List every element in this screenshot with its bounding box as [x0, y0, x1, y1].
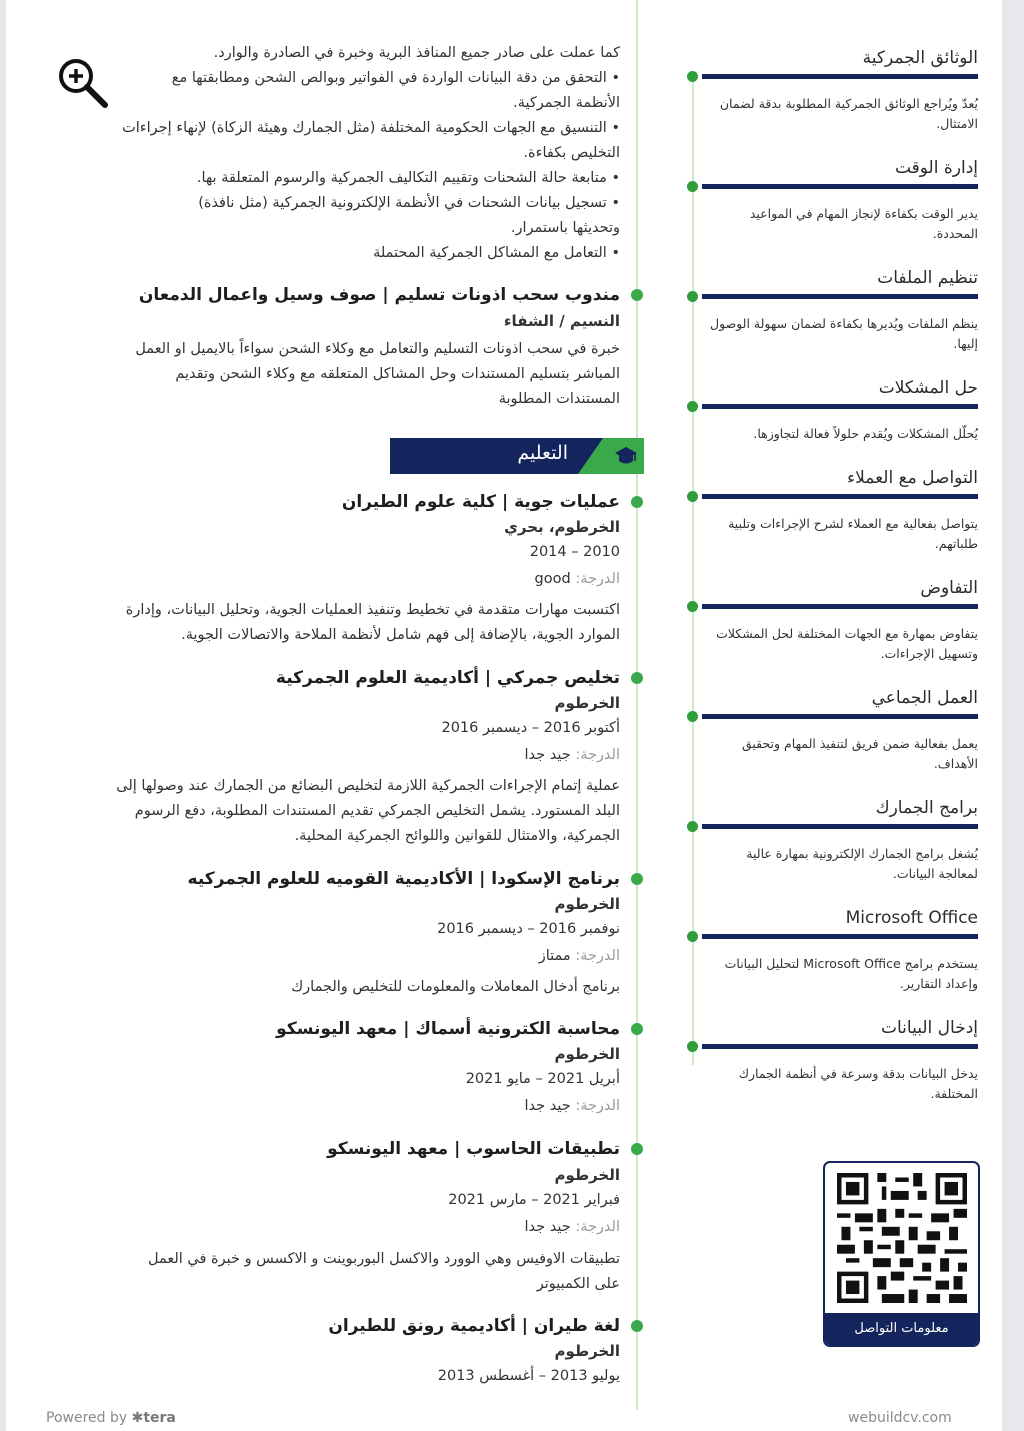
skill-desc: يُعدّ ويُراجع الوثائق الجمركية المطلوبة بدقة لضمان الامتثال.	[719, 96, 978, 131]
skill-title: حل المشكلات	[878, 378, 978, 398]
skill-desc: يستخدم برامج Microsoft Office لتحليل البيانات وإعداد التقارير.	[724, 956, 978, 991]
education-location: الخرطوم	[554, 694, 620, 712]
skill-dot	[687, 71, 698, 82]
powered-by[interactable]	[46, 1410, 176, 1426]
page-edge-left	[0, 0, 6, 1431]
job-desc-line: خبرة في سحب اذونات التسليم والتعامل مع وكلاء الشحن سواءاً بالايميل او العمل	[135, 341, 620, 357]
education-dates: أبريل 2021 – مايو 2021	[465, 1071, 620, 1087]
education-title: تطبيقات الحاسوب | معهد اليونسكو	[327, 1139, 620, 1159]
education-location: الخرطوم	[554, 1342, 620, 1360]
skill-title: الوثائق الجمركية	[862, 48, 978, 68]
graduation-cap-icon	[614, 445, 638, 471]
grade-value: جيد جدا	[524, 1219, 571, 1235]
timeline-dot	[631, 496, 643, 508]
main-timeline	[636, 0, 638, 1410]
education-grade	[525, 1098, 620, 1114]
education-dates: أكتوبر 2016 – ديسمبر 2016	[441, 720, 620, 736]
skill-desc: يدير الوقت بكفاءة لإنجاز المهام في المواعيد المحددة.	[749, 206, 978, 241]
skill-bar	[702, 1044, 978, 1049]
education-dates: فبراير 2021 – مارس 2021	[448, 1192, 620, 1208]
timeline-dot	[631, 873, 643, 885]
grade-label: الدرجة:	[575, 948, 620, 964]
skill-dot	[687, 711, 698, 722]
grade-value: ممتاز	[538, 948, 571, 964]
qr-code-icon	[837, 1173, 967, 1303]
education-desc-line: اكتسبت مهارات متقدمة في تخطيط وتنفيذ العمليات الجوية، وتحليل البيانات، وإدارة	[125, 602, 620, 618]
timeline-dot	[631, 1143, 643, 1155]
skill-bar	[702, 74, 978, 79]
skill-dot	[687, 291, 698, 302]
education-location: الخرطوم	[554, 1045, 620, 1063]
timeline-dot	[631, 1023, 643, 1035]
tera-logo-icon: ✱	[131, 1410, 144, 1426]
experience-line: • التعامل مع المشاكل الجمركية المحتملة	[373, 245, 620, 261]
experience-line: • تسجيل بيانات الشحنات في الأنظمة الإلكترونية الجمركية (مثل نافذة)	[198, 195, 620, 211]
education-dates: 2010 – 2014	[529, 544, 620, 560]
skill-bar	[702, 934, 978, 939]
education-heading: التعليم	[517, 442, 568, 464]
skill-bar	[702, 294, 978, 299]
grade-label: الدرجة:	[575, 1219, 620, 1235]
skill-bar	[702, 604, 978, 609]
education-desc-line: الجمركية، والامتثال للقوانين واللوائح الجمركية المحلية.	[294, 828, 620, 844]
brand-name: tera	[143, 1410, 176, 1426]
job-location: النسيم / الشفاء	[503, 312, 620, 330]
timeline-dot	[631, 1320, 643, 1332]
education-title: عمليات جوية | كلية علوم الطيران	[341, 492, 620, 512]
skill-desc: يتفاوض بمهارة مع الجهات المختلفة لحل المشكلات وتسهيل الإجراءات.	[716, 626, 978, 661]
skill-dot	[687, 601, 698, 612]
skill-desc: ينظم الملفات ويُديرها بكفاءة لضمان سهولة الوصول إليها.	[710, 316, 978, 351]
job-desc-line: المستندات المطلوبة	[498, 391, 620, 407]
education-title: تخليص جمركي | أكاديمية العلوم الجمركية	[275, 668, 620, 688]
timeline-dot	[631, 289, 643, 301]
grade-label: الدرجة:	[575, 571, 620, 587]
education-dates: نوفمبر 2016 – ديسمبر 2016	[437, 921, 620, 937]
experience-line: الأنظمة الجمركية.	[513, 95, 620, 111]
experience-line: التخليص بكفاءة.	[523, 145, 620, 161]
skill-title: Microsoft Office	[845, 908, 978, 928]
grade-label: الدرجة:	[575, 1098, 620, 1114]
education-dates: يوليو 2013 – أغسطس 2013	[437, 1368, 620, 1384]
skill-dot	[687, 181, 698, 192]
education-location: الخرطوم	[554, 895, 620, 913]
education-section-header	[390, 438, 644, 474]
skill-title: برامج الجمارك	[875, 798, 978, 818]
experience-line: • التحقق من دقة البيانات الواردة في الفواتير وبوالص الشحن ومطابقتها مع	[171, 70, 620, 86]
site-link[interactable]: webuildcv.com	[848, 1410, 952, 1426]
skills-timeline	[692, 80, 694, 1065]
contact-qr-code[interactable]	[823, 1161, 980, 1347]
education-grade	[535, 571, 620, 587]
skill-dot	[687, 1041, 698, 1052]
skill-desc: يُشغل برامج الجمارك الإلكترونية بمهارة عالية لمعالجة البيانات.	[746, 846, 978, 881]
education-grade	[525, 747, 620, 763]
education-location: الخرطوم	[554, 1166, 620, 1184]
skill-dot	[687, 821, 698, 832]
education-desc-line: الموارد الجوية، بالإضافة إلى فهم شامل لأنظمة الملاحة والاتصالات الجوية.	[181, 627, 620, 643]
skill-dot	[687, 401, 698, 412]
education-title: برنامج الإسكودا | الأكاديمية القوميه للعلوم الجمركيه	[187, 869, 620, 889]
grade-value: good	[534, 571, 571, 587]
job-title: مندوب سحب اذونات تسليم | صوف وسيل واعمال الدمعان	[138, 285, 620, 305]
job-desc-line: المباشر بتسليم المستندات وحل المشاكل المتعلقه مع وكلاء الشحن وتقديم	[175, 366, 620, 382]
experience-line: وتحديثها باستمرار.	[510, 220, 620, 236]
education-desc-line: تطبيقات الاوفيس وهي الوورد والاكسل البوربوينت و الاكسس و خبرة في العمل	[147, 1251, 620, 1267]
skill-title: العمل الجماعي	[871, 688, 978, 708]
education-grade	[525, 1219, 620, 1235]
skill-desc: يُحلّل المشكلات ويُقدم حلولاً فعالة لتجاوزها.	[753, 426, 978, 441]
education-desc-line: برنامج أدخال المعاملات والمعلومات للتخليص والجمارك	[291, 979, 620, 995]
skill-desc: يعمل بفعالية ضمن فريق لتنفيذ المهام وتحقيق الأهداف.	[741, 736, 978, 771]
skill-title: التواصل مع العملاء	[847, 468, 978, 488]
grade-label: الدرجة:	[575, 747, 620, 763]
education-title: لغة طيران | أكاديمية رونق للطيران	[328, 1316, 620, 1336]
skill-bar	[702, 404, 978, 409]
skill-bar	[702, 824, 978, 829]
skill-bar	[702, 494, 978, 499]
skill-dot	[687, 931, 698, 942]
experience-line: • متابعة حالة الشحنات وتقييم التكاليف الجمركية والرسوم المتعلقة بها.	[196, 170, 620, 186]
timeline-dot	[631, 672, 643, 684]
skill-title: إدارة الوقت	[894, 158, 978, 178]
education-location: الخرطوم، بحري	[504, 518, 620, 536]
skill-title: إدخال البيانات	[881, 1018, 978, 1038]
grade-value: جيد جدا	[524, 747, 571, 763]
main-column	[50, 0, 620, 1400]
grade-value: جيد جدا	[524, 1098, 571, 1114]
education-desc-line: البلد المستورد. يشمل التخليص الجمركي تقديم المستندات المطلوبة، دفع الرسوم	[134, 803, 620, 819]
education-desc-line: على الكمبيوتر	[536, 1276, 620, 1292]
experience-line: • التنسيق مع الجهات الحكومية المختلفة (مثل الجمارك وهيئة الزكاة) لإنهاء إجراءات	[122, 120, 620, 136]
skill-desc: يتواصل بفعالية مع العملاء لشرح الإجراءات وتلبية طلباتهم.	[728, 516, 978, 551]
powered-by-text: Powered by	[46, 1410, 128, 1426]
skill-bar	[702, 714, 978, 719]
skill-title: التفاوض	[920, 578, 978, 598]
qr-label: معلومات التواصل	[825, 1313, 978, 1345]
education-title: محاسبة الكترونية أسماك | معهد اليونسكو	[276, 1019, 620, 1039]
skill-bar	[702, 184, 978, 189]
education-grade	[539, 948, 620, 964]
education-desc-line: عملية إتمام الإجراءات الجمركية اللازمة لتخليص البضائع من الجمارك عند وصولها إلى	[116, 778, 620, 794]
skill-dot	[687, 491, 698, 502]
experience-line: كما عملت على صادر جميع المنافذ البرية وخبرة في الصادرة والوارد.	[213, 45, 620, 61]
page-edge-right	[1002, 0, 1024, 1431]
skill-title: تنظيم الملفات	[877, 268, 978, 288]
skill-desc: يدخل البيانات بدقة وسرعة في أنظمة الجمارك المختلفة.	[738, 1066, 978, 1101]
